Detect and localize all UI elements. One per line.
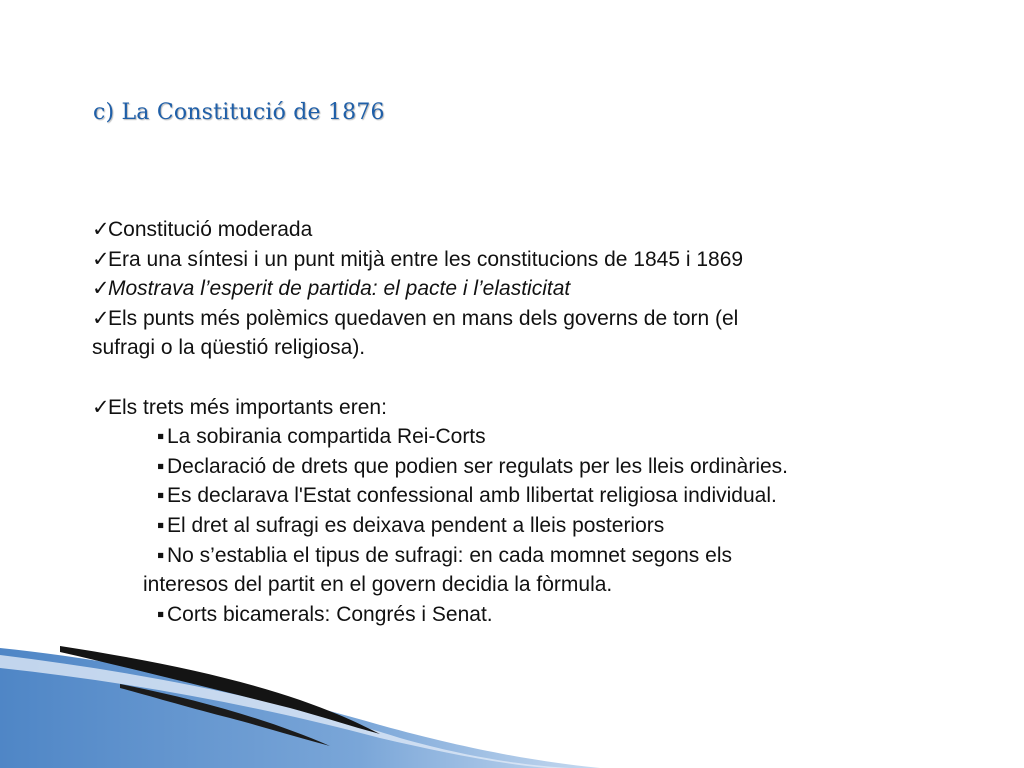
point-item — [92, 215, 972, 245]
feature-item — [92, 481, 972, 511]
feature-text: El dret al sufragi es deixava pendent a lleis posteriors — [167, 513, 665, 537]
features-intro-text: Els trets més importants eren: — [108, 395, 387, 419]
feature-continuation: interesos del partit en el govern decidia la fòrmula. — [143, 573, 613, 597]
feature-item — [92, 600, 972, 630]
feature-text: No s’establia el tipus de sufragi: en cada momnet segons els — [167, 543, 732, 567]
point-text: Constitució moderada — [108, 218, 313, 241]
point-continuation: sufragi o la qüestió religiosa). — [92, 336, 366, 360]
point-text: Era una síntesi i un punt mitjà entre les constitucions de 1845 i 1869 — [108, 247, 744, 271]
square-bullet-icon: ▪ — [157, 454, 165, 478]
feature-text: Es declarava l'Estat confessional amb llibertat religiosa individual. — [167, 484, 777, 508]
checkmark-icon: ✓ — [92, 277, 110, 301]
feature-text: Declaració de drets que podien ser regulats per les lleis ordinàries. — [167, 454, 788, 478]
feature-item — [92, 511, 972, 541]
point-item — [92, 304, 972, 334]
point-text: Els punts més polèmics quedaven en mans dels governs de torn (el — [108, 306, 739, 330]
square-bullet-icon: ▪ — [157, 484, 165, 508]
point-item — [92, 245, 972, 275]
square-bullet-icon: ▪ — [157, 513, 165, 537]
slide-title: c) La Constitució de 1876 — [93, 100, 385, 125]
square-bullet-icon: ▪ — [157, 543, 165, 567]
slide-body — [92, 215, 972, 629]
checkmark-icon: ✓ — [92, 218, 110, 241]
checkmark-icon: ✓ — [92, 306, 110, 330]
square-bullet-icon: ▪ — [157, 602, 165, 626]
features-intro — [92, 393, 972, 423]
square-bullet-icon: ▪ — [157, 425, 165, 449]
feature-item — [92, 452, 972, 482]
feature-text: Corts bicamerals: Congrés i Senat. — [167, 602, 493, 626]
feature-item — [92, 422, 972, 452]
checkmark-icon: ✓ — [92, 395, 110, 419]
checkmark-icon: ✓ — [92, 247, 110, 271]
feature-item — [92, 541, 972, 571]
point-item — [92, 274, 972, 304]
spacer — [92, 363, 972, 393]
feature-text: La sobirania compartida Rei-Corts — [167, 425, 486, 449]
point-text: Mostrava l’esperit de partida: el pacte i l’elasticitat — [108, 277, 571, 301]
